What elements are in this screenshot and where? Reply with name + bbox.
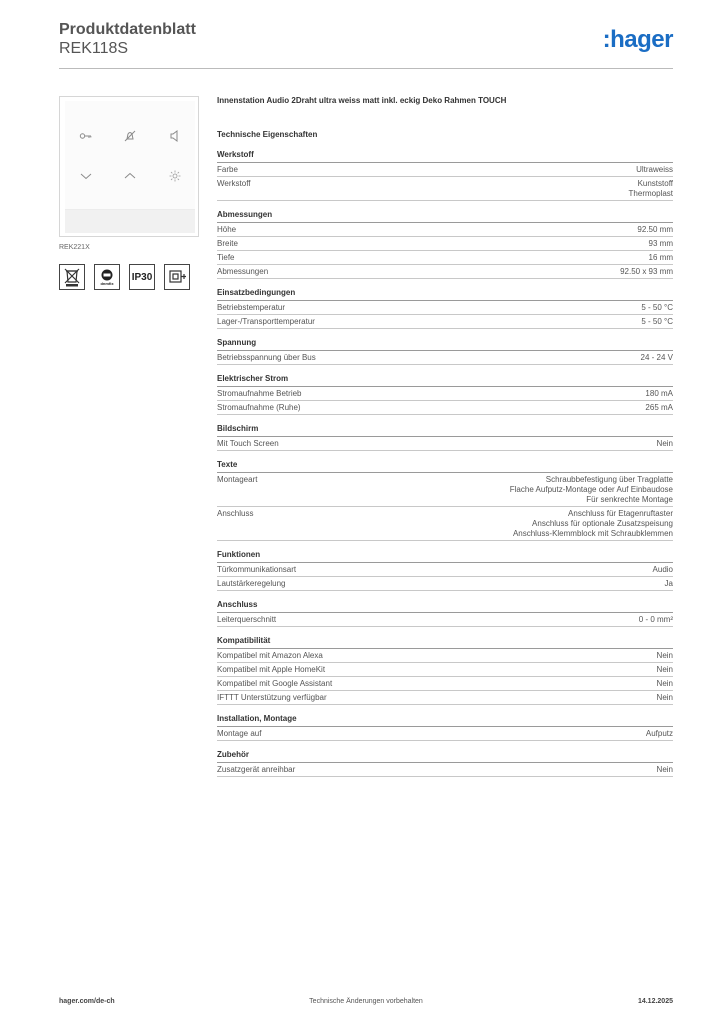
property-row: [217, 223, 673, 237]
property-value-line: 180 mA: [645, 389, 673, 398]
property-value-line: Schraubbefestigung über Tragplatte: [545, 475, 673, 484]
dnmfix-icon: [94, 264, 120, 290]
property-value-line: Nein: [656, 439, 673, 448]
hager-logo: :hager: [602, 26, 673, 53]
property-row: [217, 727, 673, 741]
property-value: [513, 509, 673, 539]
property-label: Betriebstemperatur: [217, 303, 286, 312]
property-label: Zusatzgerät anreihbar: [217, 765, 296, 774]
key-icon: [79, 129, 93, 143]
property-label: Werkstoff: [217, 179, 251, 188]
property-value: [510, 475, 673, 505]
property-value-line: Nein: [656, 693, 673, 702]
property-label: Kompatibel mit Amazon Alexa: [217, 651, 323, 660]
property-label: Breite: [217, 239, 238, 248]
product-image: [59, 96, 199, 237]
property-value-line: Audio: [652, 565, 673, 574]
property-value: [636, 165, 673, 175]
section-title: Funktionen: [217, 550, 673, 563]
property-value: [639, 615, 673, 625]
property-label: IFTTT Unterstützung verfügbar: [217, 693, 327, 702]
section-title: Texte: [217, 460, 673, 473]
property-row: [217, 265, 673, 279]
property-row: [217, 677, 673, 691]
property-row: [217, 401, 673, 415]
property-value-line: Anschluss für Etagenruftaster: [568, 509, 673, 518]
property-value-line: Nein: [656, 651, 673, 660]
property-label: Abmessungen: [217, 267, 269, 276]
property-row: [217, 315, 673, 329]
footer-date: 14.12.2025: [637, 998, 673, 1005]
property-value-line: Anschluss für optionale Zusatzspeisung: [532, 519, 673, 528]
speaker-icon: [168, 129, 182, 143]
property-row: [217, 507, 673, 541]
bell-muted-icon: [123, 129, 137, 143]
property-label: Farbe: [217, 165, 238, 174]
property-row: [217, 663, 673, 677]
property-value: [641, 303, 673, 313]
property-value-line: Anschluss-Klemmblock mit Schraubklemmen: [512, 529, 673, 538]
property-label: Betriebsspannung über Bus: [217, 353, 316, 362]
property-value-line: 5 - 50 °C: [641, 317, 673, 326]
property-row: [217, 613, 673, 627]
section-title: Einsatzbedingungen: [217, 288, 673, 301]
property-label: Türkommunikationsart: [217, 565, 297, 574]
property-section: [217, 210, 673, 279]
property-value: [645, 403, 673, 413]
panel-frame-bottom: [65, 209, 195, 233]
property-value: [641, 317, 673, 327]
intercom-panel: [65, 101, 195, 233]
property-section: [217, 288, 673, 329]
dnmfix-label: dnmfix: [100, 280, 114, 286]
article-number: REK118S: [59, 40, 129, 57]
footer-note: Technische Änderungen vorbehalten: [309, 998, 423, 1005]
technical-properties-title: Technische Eigenschaften: [217, 130, 318, 139]
image-caption: REK221X: [59, 244, 90, 251]
property-row: [217, 163, 673, 177]
property-value-line: Nein: [656, 665, 673, 674]
property-section: [217, 150, 673, 201]
ip-rating-badge: IP30: [129, 264, 155, 290]
document-title: Produktdatenblatt: [59, 21, 196, 38]
footer-url[interactable]: hager.com/de-ch: [59, 998, 115, 1005]
property-value-line: Thermoplast: [628, 189, 673, 198]
weee-icon: [59, 264, 85, 290]
property-row: [217, 177, 673, 201]
property-label: Stromaufnahme (Ruhe): [217, 403, 301, 412]
property-value-line: Ultraweiss: [636, 165, 673, 174]
property-value: [657, 765, 673, 775]
property-value: [657, 679, 673, 689]
property-value: [629, 179, 673, 199]
property-value-line: Ja: [664, 579, 673, 588]
product-details: [217, 96, 673, 786]
property-section: [217, 374, 673, 415]
property-label: Tiefe: [217, 253, 235, 262]
property-value: [649, 253, 673, 263]
property-value: [657, 651, 673, 661]
property-value: [653, 565, 673, 575]
property-row: [217, 437, 673, 451]
property-row: [217, 691, 673, 705]
property-value: [657, 439, 673, 449]
page-header: [59, 20, 673, 70]
section-title: Anschluss: [217, 600, 673, 613]
property-row: [217, 237, 673, 251]
property-row: [217, 251, 673, 265]
property-value-line: 265 mA: [645, 403, 673, 412]
section-title: Elektrischer Strom: [217, 374, 673, 387]
property-row: [217, 301, 673, 315]
property-row: [217, 473, 673, 507]
property-row: [217, 763, 673, 777]
property-label: Montage auf: [217, 729, 262, 738]
property-value-line: Kunststoff: [637, 179, 673, 188]
property-label: Kompatibel mit Apple HomeKit: [217, 665, 326, 674]
property-value-line: 0 - 0 mm²: [638, 615, 673, 624]
property-value-line: Aufputz: [645, 729, 673, 738]
property-sections: [217, 150, 673, 777]
property-value-line: Nein: [656, 679, 673, 688]
property-section: [217, 750, 673, 777]
section-title: Kompatibilität: [217, 636, 673, 649]
chevron-down-icon: [79, 169, 93, 183]
property-label: Höhe: [217, 225, 237, 234]
property-value: [645, 389, 673, 399]
property-value-line: 92.50 x 93 mm: [620, 267, 673, 276]
section-title: Spannung: [217, 338, 673, 351]
property-value-line: Für senkrechte Montage: [586, 495, 673, 504]
property-row: [217, 563, 673, 577]
property-label: Stromaufnahme Betrieb: [217, 389, 302, 398]
property-value: [649, 239, 673, 249]
section-title: Bildschirm: [217, 424, 673, 437]
property-section: [217, 550, 673, 591]
property-value-line: Nein: [656, 765, 673, 774]
property-value: [657, 693, 673, 703]
property-section: [217, 424, 673, 451]
property-section: [217, 338, 673, 365]
certification-icons: [59, 264, 190, 290]
class-ii-icon: [164, 264, 190, 290]
property-label: Anschluss: [217, 509, 254, 518]
property-value-line: Flache Aufputz-Montage oder Auf Einbaudose: [509, 485, 673, 494]
section-title: Abmessungen: [217, 210, 673, 223]
property-value: [665, 579, 673, 589]
property-section: [217, 714, 673, 741]
property-label: Lautstärkeregelung: [217, 579, 286, 588]
property-row: [217, 387, 673, 401]
property-value: [637, 225, 673, 235]
property-row: [217, 577, 673, 591]
property-section: [217, 460, 673, 541]
property-value-line: 24 - 24 V: [640, 353, 673, 362]
property-section: [217, 636, 673, 705]
section-title: Installation, Montage: [217, 714, 673, 727]
property-value-line: 93 mm: [648, 239, 673, 248]
property-value-line: 92.50 mm: [637, 225, 673, 234]
product-description: Innenstation Audio 2Draht ultra weiss matt inkl. eckig Deko Rahmen TOUCH: [217, 96, 507, 105]
property-label: Leiterquerschnitt: [217, 615, 277, 624]
property-label: Kompatibel mit Google Assistant: [217, 679, 333, 688]
property-section: [217, 600, 673, 627]
header-divider: [59, 68, 673, 69]
property-value: [646, 729, 673, 739]
property-label: Lager-/Transporttemperatur: [217, 317, 315, 326]
property-value-line: 5 - 50 °C: [641, 303, 673, 312]
property-value: [657, 665, 673, 675]
section-title: Zubehör: [217, 750, 673, 763]
property-value: [620, 267, 673, 277]
property-value-line: 16 mm: [648, 253, 673, 262]
chevron-up-icon: [123, 169, 137, 183]
property-row: [217, 351, 673, 365]
light-icon: [168, 169, 182, 183]
property-label: Mit Touch Screen: [217, 439, 279, 448]
section-title: Werkstoff: [217, 150, 673, 163]
property-row: [217, 649, 673, 663]
property-label: Montageart: [217, 475, 258, 484]
property-value: [641, 353, 673, 363]
